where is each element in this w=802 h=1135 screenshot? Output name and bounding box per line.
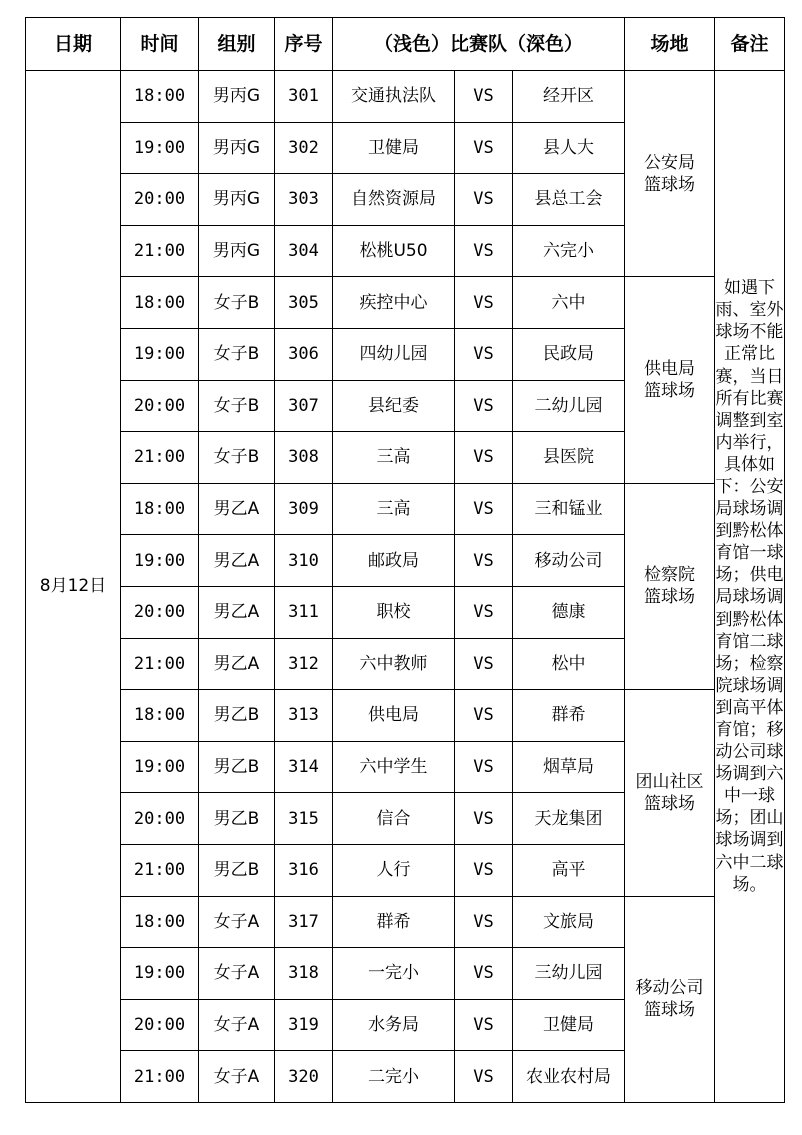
- away-team-cell: 天龙集团: [513, 793, 625, 845]
- home-team-cell: 疾控中心: [333, 277, 455, 329]
- time-cell: 20:00: [121, 999, 199, 1051]
- seq-cell: 320: [275, 1051, 333, 1103]
- table-row: [26, 71, 785, 123]
- venue-name: 供电局: [644, 358, 696, 379]
- venue-name: 公安局: [644, 152, 696, 173]
- vs-cell: VS: [455, 948, 513, 1000]
- time-cell: 18:00: [121, 71, 199, 123]
- home-team-cell: 自然资源局: [333, 174, 455, 226]
- home-team-cell: 供电局: [333, 690, 455, 742]
- seq-cell: 312: [275, 638, 333, 690]
- venue-type: 篮球场: [644, 1000, 696, 1021]
- away-team-cell: 卫健局: [513, 999, 625, 1051]
- away-team-cell: 县医院: [513, 432, 625, 484]
- header-row: [26, 18, 785, 71]
- time-cell: 21:00: [121, 844, 199, 896]
- time-cell: 19:00: [121, 328, 199, 380]
- seq-cell: 302: [275, 122, 333, 174]
- vs-cell: VS: [455, 174, 513, 226]
- vs-cell: VS: [455, 741, 513, 793]
- group-cell: 女子A: [199, 896, 275, 948]
- away-team-cell: 高平: [513, 844, 625, 896]
- home-team-cell: 信合: [333, 793, 455, 845]
- home-team-cell: 六中教师: [333, 638, 455, 690]
- group-cell: 男丙G: [199, 225, 275, 277]
- seq-cell: 305: [275, 277, 333, 329]
- home-team-cell: 卫健局: [333, 122, 455, 174]
- header-notes: 备注: [715, 18, 785, 71]
- home-team-cell: 县纪委: [333, 380, 455, 432]
- home-team-cell: 邮政局: [333, 535, 455, 587]
- table-row: [26, 896, 785, 948]
- away-team-cell: 民政局: [513, 328, 625, 380]
- time-cell: 20:00: [121, 380, 199, 432]
- seq-cell: 319: [275, 999, 333, 1051]
- venue-name: 检察院: [644, 565, 696, 586]
- time-cell: 18:00: [121, 896, 199, 948]
- time-cell: 21:00: [121, 638, 199, 690]
- home-team-cell: 松桃U50: [333, 225, 455, 277]
- group-cell: 女子B: [199, 432, 275, 484]
- away-team-cell: 经开区: [513, 71, 625, 123]
- venue-name: 移动公司: [635, 978, 704, 999]
- seq-cell: 307: [275, 380, 333, 432]
- time-cell: 21:00: [121, 1051, 199, 1103]
- header-group: 组别: [199, 18, 275, 71]
- group-cell: 女子A: [199, 999, 275, 1051]
- seq-cell: 304: [275, 225, 333, 277]
- seq-cell: 306: [275, 328, 333, 380]
- home-team-cell: 一完小: [333, 948, 455, 1000]
- vs-cell: VS: [455, 793, 513, 845]
- time-cell: 20:00: [121, 793, 199, 845]
- home-team-cell: 三高: [333, 483, 455, 535]
- venue-type: 篮球场: [644, 587, 696, 608]
- seq-cell: 318: [275, 948, 333, 1000]
- vs-cell: VS: [455, 483, 513, 535]
- away-team-cell: 二幼儿园: [513, 380, 625, 432]
- vs-cell: VS: [455, 844, 513, 896]
- venue-cell: [625, 483, 715, 689]
- schedule-body: [26, 71, 785, 1103]
- time-cell: 18:00: [121, 690, 199, 742]
- group-cell: 男乙B: [199, 793, 275, 845]
- vs-cell: VS: [455, 586, 513, 638]
- vs-cell: VS: [455, 432, 513, 484]
- group-cell: 男丙G: [199, 122, 275, 174]
- away-team-cell: 松中: [513, 638, 625, 690]
- away-team-cell: 群希: [513, 690, 625, 742]
- away-team-cell: 移动公司: [513, 535, 625, 587]
- vs-cell: VS: [455, 328, 513, 380]
- vs-cell: VS: [455, 535, 513, 587]
- vs-cell: VS: [455, 1051, 513, 1103]
- venue-cell: [625, 277, 715, 483]
- time-cell: 18:00: [121, 277, 199, 329]
- away-team-cell: 烟草局: [513, 741, 625, 793]
- time-cell: 19:00: [121, 741, 199, 793]
- venue-cell: [625, 896, 715, 1102]
- table-row: [26, 277, 785, 329]
- vs-cell: VS: [455, 638, 513, 690]
- away-team-cell: 县总工会: [513, 174, 625, 226]
- group-cell: 男乙B: [199, 741, 275, 793]
- seq-cell: 301: [275, 71, 333, 123]
- home-team-cell: 水务局: [333, 999, 455, 1051]
- venue-type: 篮球场: [644, 381, 696, 402]
- group-cell: 女子A: [199, 1051, 275, 1103]
- time-cell: 21:00: [121, 432, 199, 484]
- seq-cell: 308: [275, 432, 333, 484]
- seq-cell: 311: [275, 586, 333, 638]
- seq-cell: 315: [275, 793, 333, 845]
- group-cell: 女子B: [199, 380, 275, 432]
- header-venue: 场地: [625, 18, 715, 71]
- venue-cell: [625, 71, 715, 277]
- header-seq: 序号: [275, 18, 333, 71]
- seq-cell: 313: [275, 690, 333, 742]
- seq-cell: 303: [275, 174, 333, 226]
- header-time: 时间: [121, 18, 199, 71]
- venue-name: 团山社区: [635, 771, 704, 792]
- group-cell: 男丙G: [199, 174, 275, 226]
- away-team-cell: 农业农村局: [513, 1051, 625, 1103]
- vs-cell: VS: [455, 999, 513, 1051]
- group-cell: 男乙B: [199, 690, 275, 742]
- notes-cell: 如遇下雨、室外球场不能正常比赛，当日所有比赛调整到室内举行，具体如下：公安局球场调到黔松体育馆一球场；供电局球场调到黔松体育馆二球场；检察院球场调到高平体育馆；移动公司球场调到六中一球场；团山球场调到六中二球场。: [715, 71, 785, 1103]
- vs-cell: VS: [455, 896, 513, 948]
- away-team-cell: 六中: [513, 277, 625, 329]
- date-cell: 8月12日: [26, 71, 121, 1103]
- time-cell: 19:00: [121, 535, 199, 587]
- home-team-cell: 职校: [333, 586, 455, 638]
- table-row: [26, 483, 785, 535]
- home-team-cell: 三高: [333, 432, 455, 484]
- away-team-cell: 三幼儿园: [513, 948, 625, 1000]
- group-cell: 男乙A: [199, 483, 275, 535]
- vs-cell: VS: [455, 71, 513, 123]
- vs-cell: VS: [455, 690, 513, 742]
- vs-cell: VS: [455, 122, 513, 174]
- group-cell: 男乙A: [199, 638, 275, 690]
- seq-cell: 317: [275, 896, 333, 948]
- home-team-cell: 人行: [333, 844, 455, 896]
- venue-type: 篮球场: [644, 174, 696, 195]
- away-team-cell: 文旅局: [513, 896, 625, 948]
- home-team-cell: 四幼儿园: [333, 328, 455, 380]
- group-cell: 女子B: [199, 277, 275, 329]
- seq-cell: 309: [275, 483, 333, 535]
- vs-cell: VS: [455, 225, 513, 277]
- table-row: [26, 690, 785, 742]
- schedule-table: [25, 17, 785, 1103]
- away-team-cell: 六完小: [513, 225, 625, 277]
- time-cell: 21:00: [121, 225, 199, 277]
- venue-type: 篮球场: [644, 793, 696, 814]
- home-team-cell: 群希: [333, 896, 455, 948]
- header-date: 日期: [26, 18, 121, 71]
- time-cell: 19:00: [121, 122, 199, 174]
- group-cell: 男乙A: [199, 535, 275, 587]
- time-cell: 20:00: [121, 586, 199, 638]
- venue-cell: [625, 690, 715, 896]
- group-cell: 男乙A: [199, 586, 275, 638]
- away-team-cell: 三和锰业: [513, 483, 625, 535]
- group-cell: 女子A: [199, 948, 275, 1000]
- seq-cell: 316: [275, 844, 333, 896]
- away-team-cell: 德康: [513, 586, 625, 638]
- group-cell: 男丙G: [199, 71, 275, 123]
- away-team-cell: 县人大: [513, 122, 625, 174]
- group-cell: 男乙B: [199, 844, 275, 896]
- home-team-cell: 交通执法队: [333, 71, 455, 123]
- time-cell: 18:00: [121, 483, 199, 535]
- home-team-cell: 二完小: [333, 1051, 455, 1103]
- vs-cell: VS: [455, 277, 513, 329]
- time-cell: 20:00: [121, 174, 199, 226]
- header-teams: （浅色）比赛队（深色）: [333, 18, 625, 71]
- seq-cell: 314: [275, 741, 333, 793]
- time-cell: 19:00: [121, 948, 199, 1000]
- group-cell: 女子B: [199, 328, 275, 380]
- seq-cell: 310: [275, 535, 333, 587]
- home-team-cell: 六中学生: [333, 741, 455, 793]
- vs-cell: VS: [455, 380, 513, 432]
